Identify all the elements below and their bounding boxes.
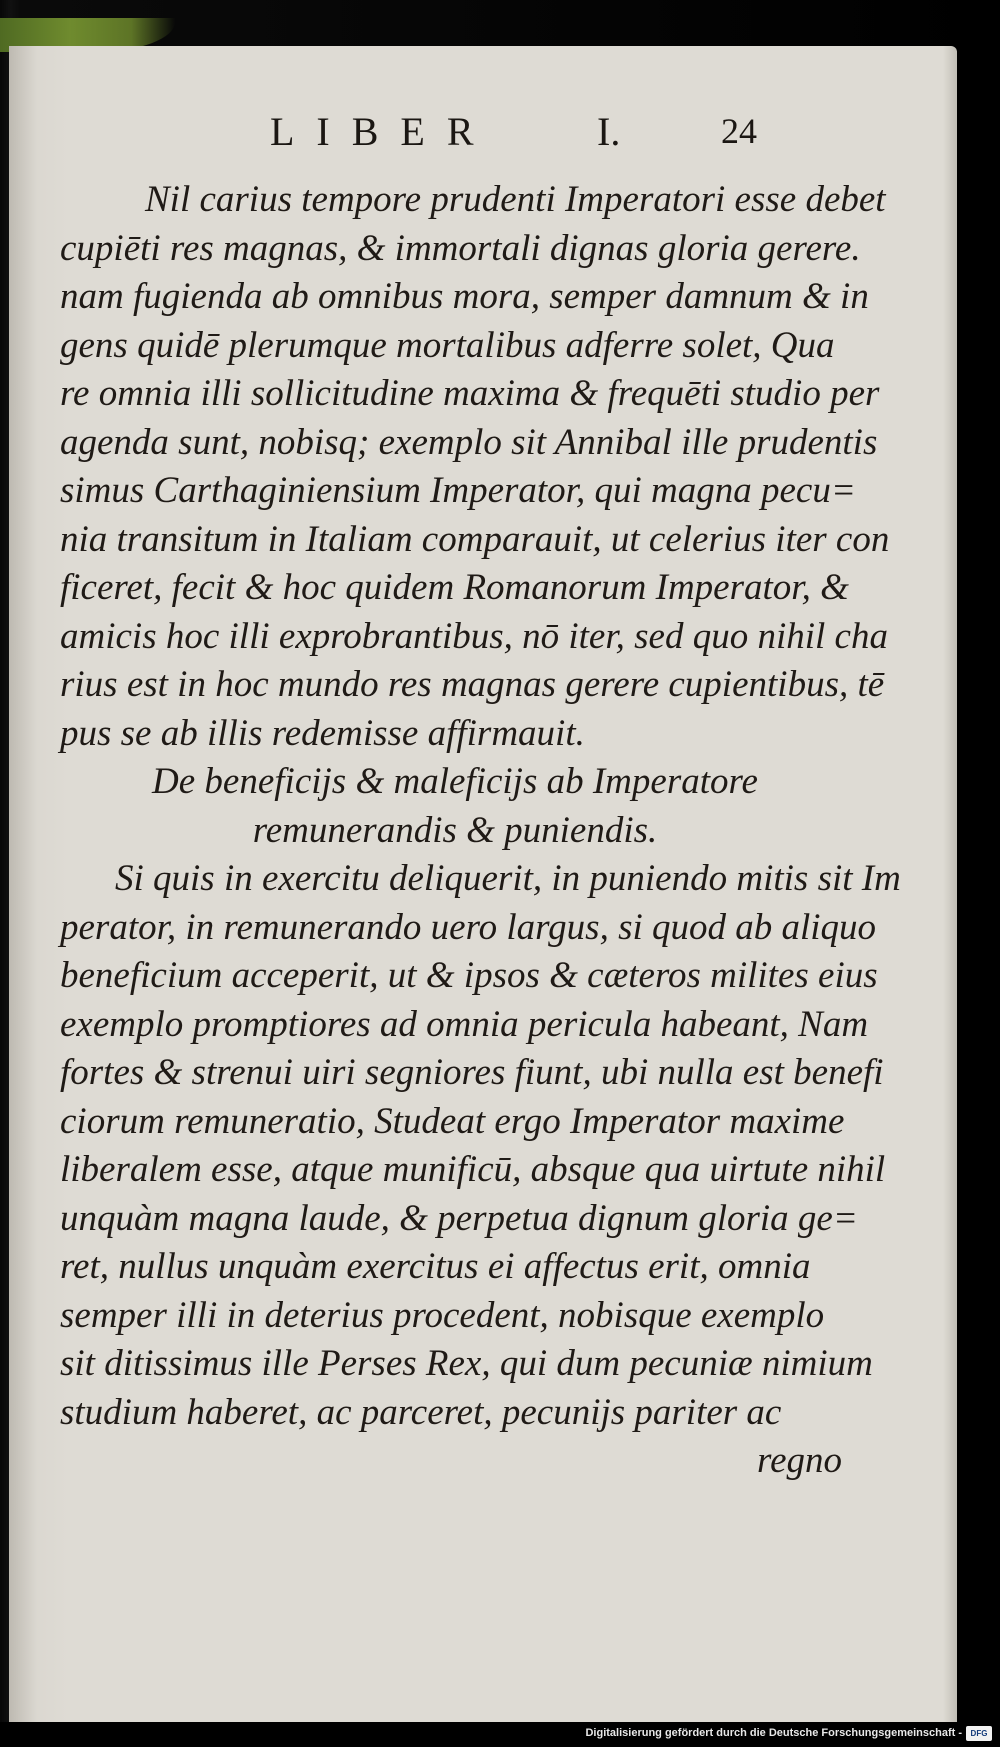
text-line: perator, in remunerando uero largus, si quod ab aliquo [60,906,877,948]
text-line: cupiēti res magnas, & immortali dignas gloria gerere. [60,227,861,269]
text-line: re omnia illi sollicitudine maxima & frequēti studio per [60,373,880,414]
catchword: regno [757,1440,842,1481]
text-line: Nil carius tempore prudenti Imperatori esse debet [145,179,886,220]
text-line: sit ditissimus ille Perses Rex, qui dum pecuniæ nimium [60,1343,873,1384]
text-line: ficeret, fecit & hoc quidem Romanorum Imperator, & [60,567,849,608]
text-line: pus se ab illis redemisse affirmauit. [60,712,585,754]
text-line: nia transitum in Italiam comparauit, ut celerius iter con [60,518,890,560]
digitization-credit: Digitalisierung gefördert durch die Deutsche Forschungsgemeinschaft - [585,1727,962,1739]
text-line: semper illi in deterius procedent, nobisque exemplo [60,1294,825,1336]
dfg-logo-icon: DFG [966,1726,992,1741]
folio-number: 24 [721,111,757,151]
text-line: nam fugienda ab omnibus mora, semper damnum & in [60,276,869,317]
running-head-title: LIBER [270,109,496,154]
section-heading: De beneficijs & maleficijs ab Imperatore [152,761,758,802]
text-line: simus Carthaginiensium Imperator, qui magna pecu= [60,470,856,511]
text-line: gens quidē plerumque mortalibus adferre solet, Qua [60,324,835,366]
text-line: studium haberet, ac parceret, pecunijs pariter ac [60,1391,782,1433]
running-head [0,108,1000,156]
text-line: Si quis in exercitu deliquerit, in puniendo mitis sit Im [115,858,901,899]
text-line: amicis hoc illi exprobrantibus, nō iter, sed quo nihil cha [60,615,888,657]
running-head-book-number: I. [597,109,621,154]
text-block [60,176,901,1486]
section-heading: remunerandis & puniendis. [252,809,658,851]
text-line: unquàm magna laude, & perpetua dignum gloria ge= [60,1197,858,1239]
text-line: rius est in hoc mundo res magnas gerere cupientibus, tē [60,664,885,705]
text-line: exemplo promptiores ad omnia pericula habeant, Nam [60,1003,869,1045]
text-line: ret, nullus unquàm exercitus ei affectus erit, omnia [60,1246,811,1287]
text-line: ciorum remuneratio, Studeat ergo Imperator maxime [60,1100,845,1142]
footer-bar [0,1722,1000,1747]
text-line: liberalem esse, atque munificū, absque qua uirtute nihil [60,1149,886,1190]
text-line: agenda sunt, nobisq; exemplo sit Annibal ille prudentis [60,421,878,463]
text-line: fortes & strenui uiri segniores fiunt, ubi nulla est benefi [60,1052,884,1093]
text-line: beneficium acceperit, ut & ipsos & cæteros milites eius [60,955,878,996]
